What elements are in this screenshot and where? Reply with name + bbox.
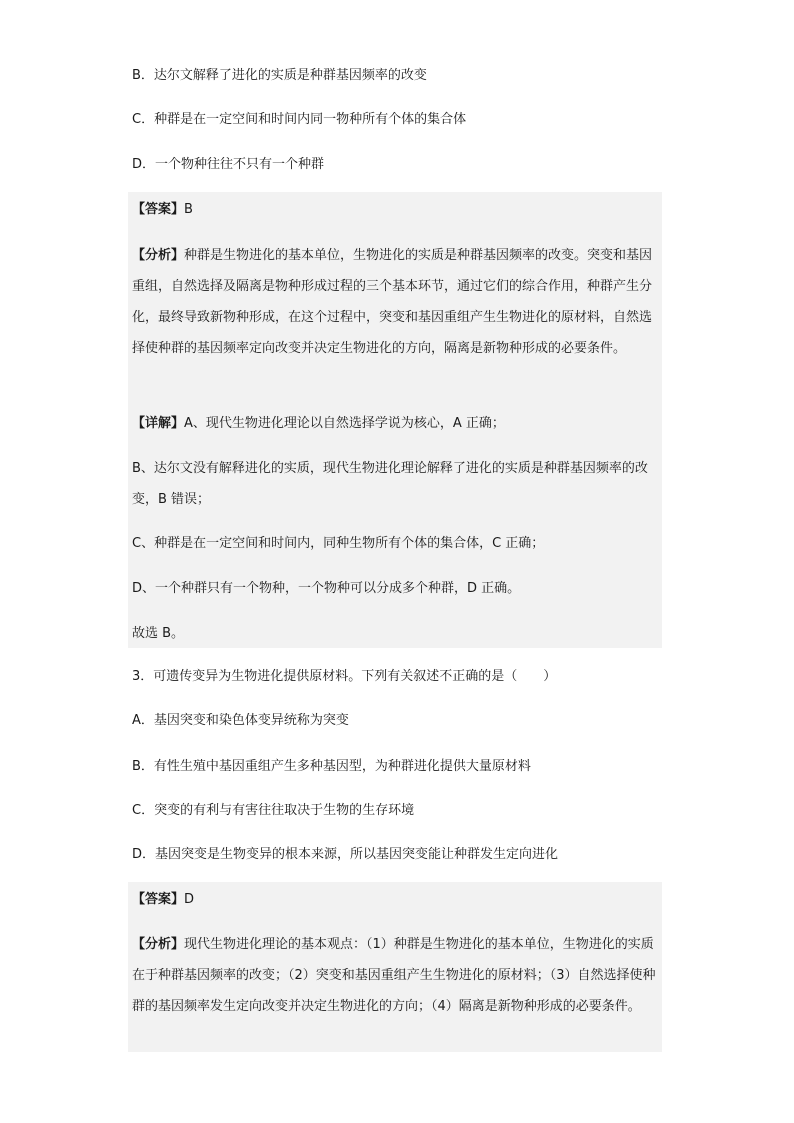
q2-conclusion: 故选 B。 <box>132 626 185 641</box>
q3-answer-value: D <box>184 892 195 907</box>
q3-analysis-text: 现代生物进化理论的基本观点：（1）种群是生物进化的基本单位，生物进化的实质在于种群基因频率的改变；（2）突变和基因重组产生生物进化的原材料；（3）自然选择使种群的基因频率发生定向改变并决定生物进化的方向；（4）隔离是新物种形成的必要条件。 <box>132 937 656 1014</box>
q3-option-a: A．基因突变和染色体变异统称为突变 <box>132 713 349 728</box>
q3-answer <box>132 890 194 910</box>
q2-answer-label: 【答案】 <box>132 202 185 217</box>
q2-detail-a-line <box>132 414 505 434</box>
q2-detail-d: D、一个种群只有一个物种，一个物种可以分成多个种群，D 正确。 <box>132 581 521 596</box>
q2-detail-c: C、种群是在一定空间和时间内，同种生物所有个体的集合体，C 正确； <box>132 536 545 551</box>
q2-answer-value: B <box>184 202 193 217</box>
q3-analysis-label: 【分析】 <box>132 937 185 952</box>
q2-analysis <box>132 240 658 364</box>
q2-answer <box>132 200 193 220</box>
q2-detail-b: B、达尔文没有解释进化的实质，现代生物进化理论解释了进化的实质是种群基因频率的改变，B 错误； <box>132 461 648 507</box>
q3-option-c: C．突变的有利与有害往往取决于生物的生存环境 <box>132 803 415 818</box>
q2-detail-a: A、现代生物进化理论以自然选择学说为核心，A 正确； <box>184 416 505 431</box>
q2-analysis-text: 种群是生物进化的基本单位，生物进化的实质是种群基因频率的改变。突变和基因重组，自然选择及隔离是物种形成过程的三个基本环节，通过它们的综合作用，种群产生分化，最终导致新物种形成，在这个过程中，突变和基因重组产生生物进化的原材料，自然选择使种群的基因频率定向改变并决定生物进化的方向，隔离是新物种形成的必要条件。 <box>132 248 653 356</box>
q2-option-b: B．达尔文解释了进化的实质是种群基因频率的改变 <box>132 68 427 83</box>
q2-analysis-label: 【分析】 <box>132 248 185 263</box>
q2-option-c: C．种群是在一定空间和时间内同一物种所有个体的集合体 <box>132 112 467 127</box>
q3-answer-label: 【答案】 <box>132 892 185 907</box>
q3-analysis <box>132 929 658 1022</box>
q3-option-d: D．基因突变是生物变异的根本来源，所以基因突变能让种群发生定向进化 <box>132 847 559 862</box>
q3-stem: 3．可遗传变异为生物进化提供原材料。下列有关叙述不正确的是（ ） <box>132 669 557 684</box>
q2-option-d: D．一个物种往往不只有一个种群 <box>132 157 325 172</box>
q3-option-b: B．有性生殖中基因重组产生多种基因型，为种群进化提供大量原材料 <box>132 759 531 774</box>
q2-detail-label: 【详解】 <box>132 416 185 431</box>
